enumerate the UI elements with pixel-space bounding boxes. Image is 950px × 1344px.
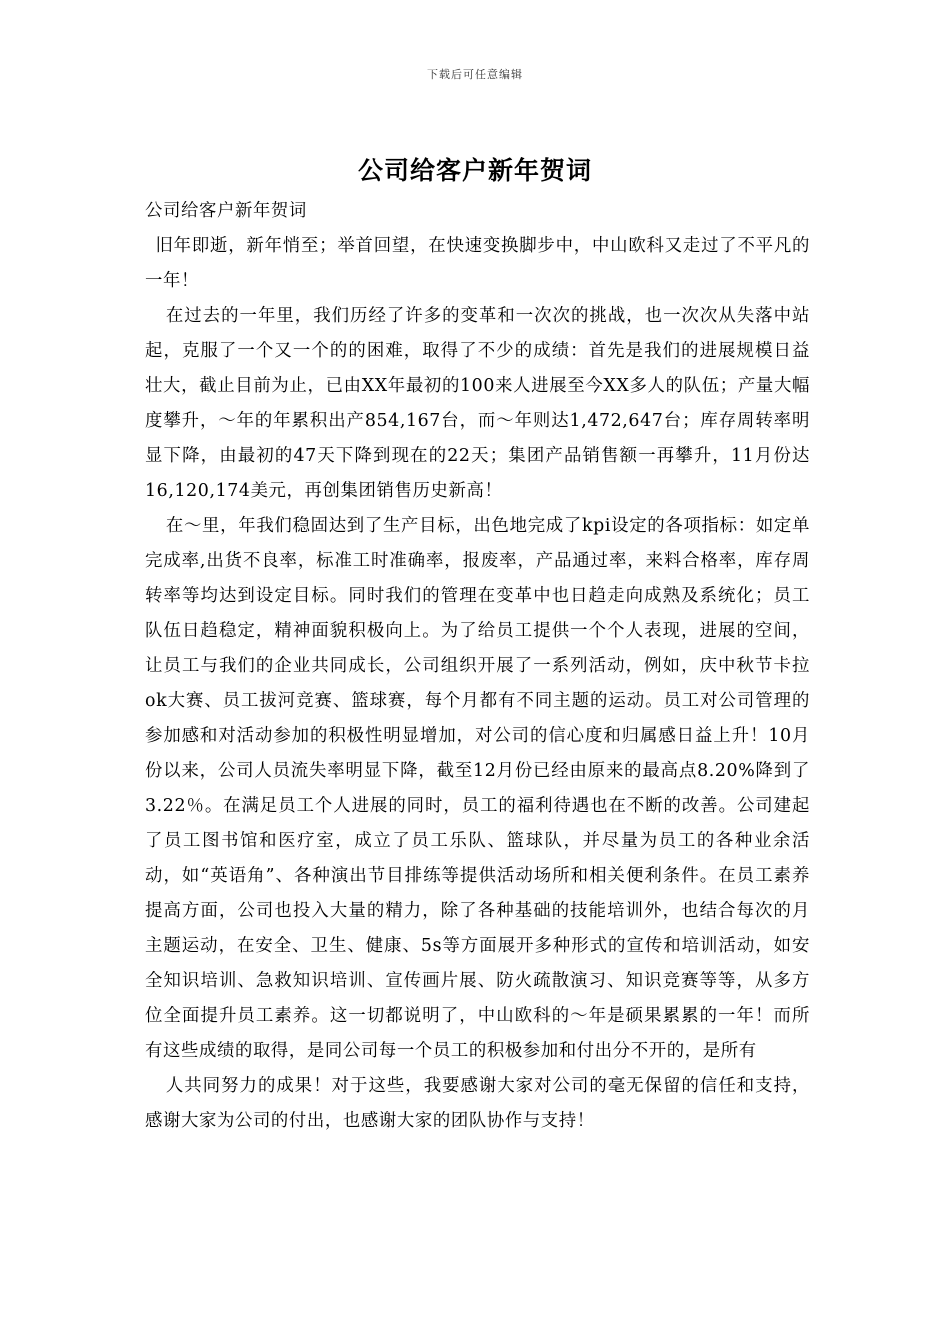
document-title: 公司给客户新年贺词 (357, 156, 592, 185)
page-header-note: 下载后可任意编辑 (427, 68, 523, 81)
document-subtitle: 公司给客户新年贺词 (145, 201, 307, 221)
document-body (145, 194, 810, 1139)
paragraph-2: 在过去的一年里，我们历经了许多的变革和一次次的挑战，也一次次从失落中站起，克服了一个又一个的的困难，取得了不少的成绩：首先是我们的进展规模日益壮大，截止目前为止，已由XX年最初的100来人进展至今XX多人的队伍；产量大幅度攀升，～年的年累积出产854,167台，而～年则达1,472,647台；库存周转率明显下降，由最初的47天下降到现在的22天；集团产品销售额一再攀升，11月份达16,120,174美元，再创集团销售历史新高！ (145, 306, 810, 501)
paragraph-1: 旧年即逝，新年悄至；举首回望，在快速变换脚步中，中山欧科又走过了不平凡的一年！ (145, 236, 810, 291)
paragraph-4: 人共同努力的成果！对于这些，我要感谢大家对公司的毫无保留的信任和支持，感谢大家为公司的付出，也感谢大家的团队协作与支持！ (145, 1076, 810, 1131)
paragraph-3: 在～里，年我们稳固达到了生产目标，出色地完成了kpi设定的各项指标：如定单完成率,出货不良率，标准工时准确率，报废率，产品通过率，来料合格率，库存周转率等均达到设定目标。同时我们的管理在变革中也日趋走向成熟及系统化；员工队伍日趋稳定，精神面貌积极向上。为了给员工提供一个个人表现，进展的空间，让员工与我们的企业共同成长，公司组织开展了一系列活动，例如，庆中秋节卡拉ok大赛、员工拔河竞赛、篮球赛，每个月都有不同主题的运动。员工对公司管理的参加感和对活动参加的积极性明显增加，对公司的信心度和归属感日益上升！10月份以来，公司人员流失率明显下降，截至12月份已经由原来的最高点8.20%降到了3.22％。在满足员工个人进展的同时，员工的福利待遇也在不断的改善。公司建起了员工图书馆和医疗室，成立了员工乐队、篮球队，并尽量为员工的各种业余活动，如“英语角”、各种演出节目排练等提供活动场所和相关便利条件。在员工素养提高方面，公司也投入大量的精力，除了各种基础的技能培训外，也结合每次的月主题运动，在安全、卫生、健康、5s等方面展开多种形式的宣传和培训活动，如安全知识培训、急救知识培训、宣传画片展、防火疏散演习、知识竞赛等等，从多方位全面提升员工素养。这一切都说明了，中山欧科的～年是硕果累累的一年！而所有这些成绩的取得，是同公司每一个员工的积极参加和付出分不开的，是所有 (145, 516, 810, 1061)
